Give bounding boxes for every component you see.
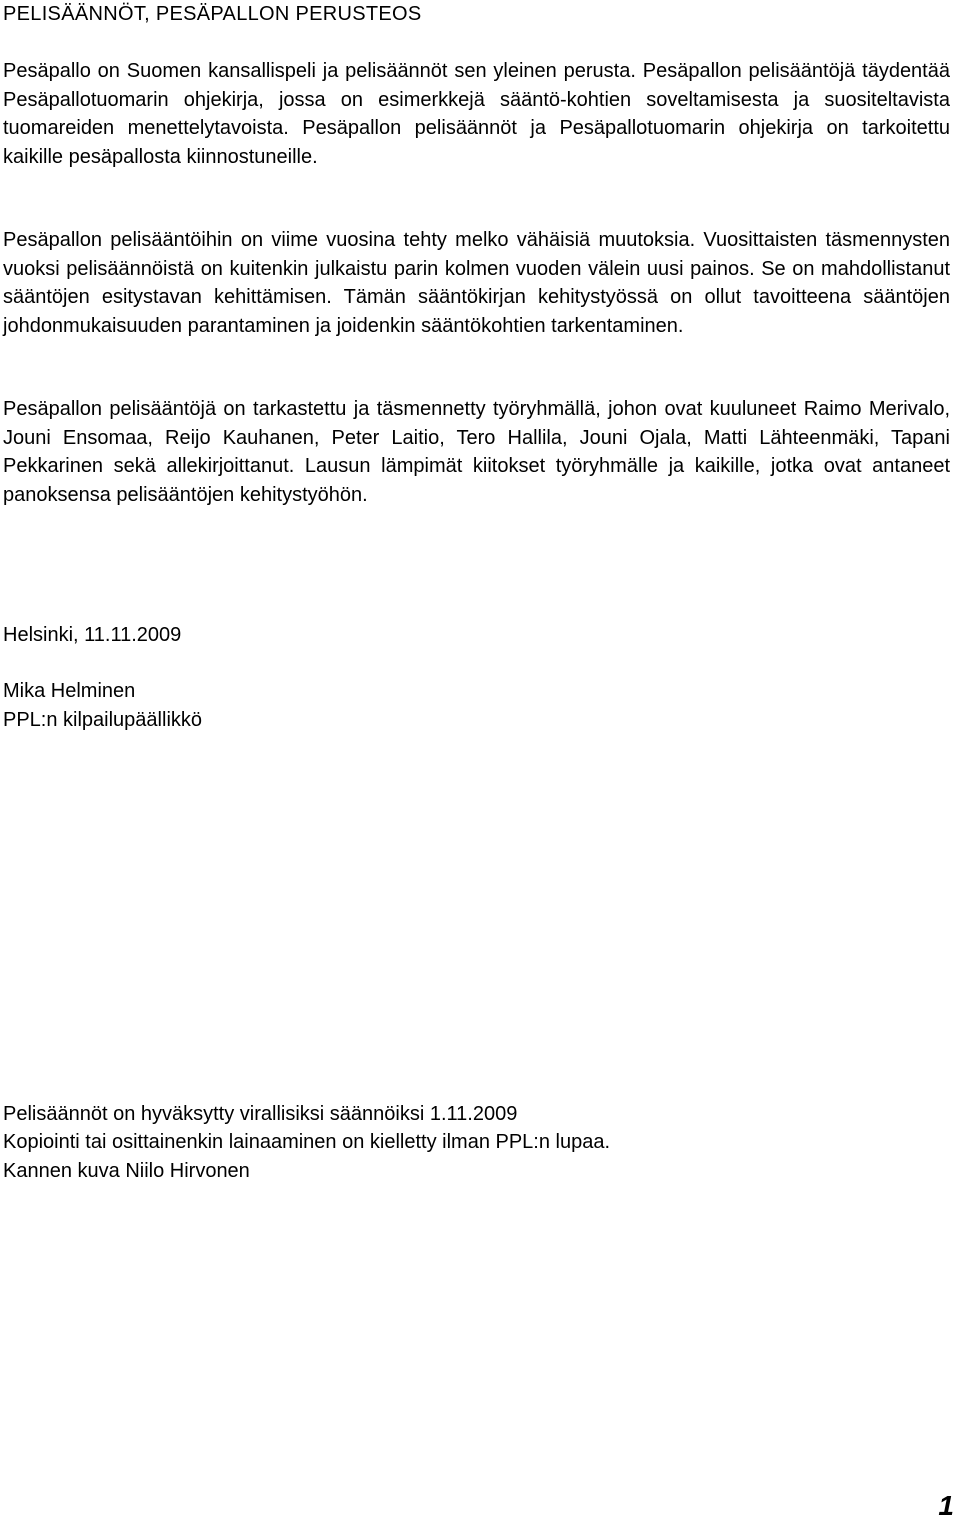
signer-name: Mika Helminen <box>3 680 136 702</box>
changes-paragraph: Pesäpallon pelisääntöihin on viime vuosina tehty melko vähäisiä muutoksia. Vuosittaisten täsmennysten vuoksi pelisäännöistä on kuitenkin julkaistu parin kolmen vuoden välein uusi painos. Se on mahdollistanut sääntöjen esitystavan kehittämisen. Tämän sääntökirjan kehitystyössä on ollut tavoitteena sääntöjen johdonmukaisuuden parantaminen ja joidenkin sääntökohtien tarkentaminen. <box>3 229 950 337</box>
copyright-note: Kopiointi tai osittainenkin lainaaminen on kielletty ilman PPL:n lupaa. <box>3 1131 611 1153</box>
intro-paragraph: Pesäpallo on Suomen kansallispeli ja pelisäännöt sen yleinen perusta. Pesäpallon pelisääntöjä täydentää Pesäpallotuomarin ohjekirja, jossa on esimerkkejä sääntö-kohtien soveltamisesta ja suositeltavista tuomareiden menettelytavoista. Pesäpallon pelisäännöt ja Pesäpallotuomarin ohjekirja on tarkoitettu kaikille pesäpallosta kiinnostuneille. <box>3 60 950 168</box>
acknowledgements-paragraph: Pesäpallon pelisääntöjä on tarkastettu ja täsmennetty työryhmällä, johon ovat kuuluneet Raimo Merivalo, Jouni Ensomaa, Reijo Kauhanen, Peter Laitio, Tero Hallila, Jouni Ojala, Matti Lähteenmäki, Tapani Pekkarinen sekä allekirjoittanut. Lausun lämpimät kiitokset työryhmälle ja kaikille, jotka ovat antaneet panoksensa pelisääntöjen kehitystyöhön. <box>3 398 950 506</box>
cover-credit: Kannen kuva Niilo Hirvonen <box>3 1160 250 1182</box>
document-title: PELISÄÄNNÖT, PESÄPALLON PERUSTEOS <box>3 3 422 25</box>
approval-note: Pelisäännöt on hyväksytty virallisiksi säännöiksi 1.11.2009 <box>3 1103 518 1125</box>
signer-title: PPL:n kilpailupäällikkö <box>3 709 203 731</box>
page-number: 1 <box>938 1490 954 1521</box>
place-date: Helsinki, 11.11.2009 <box>3 624 182 646</box>
